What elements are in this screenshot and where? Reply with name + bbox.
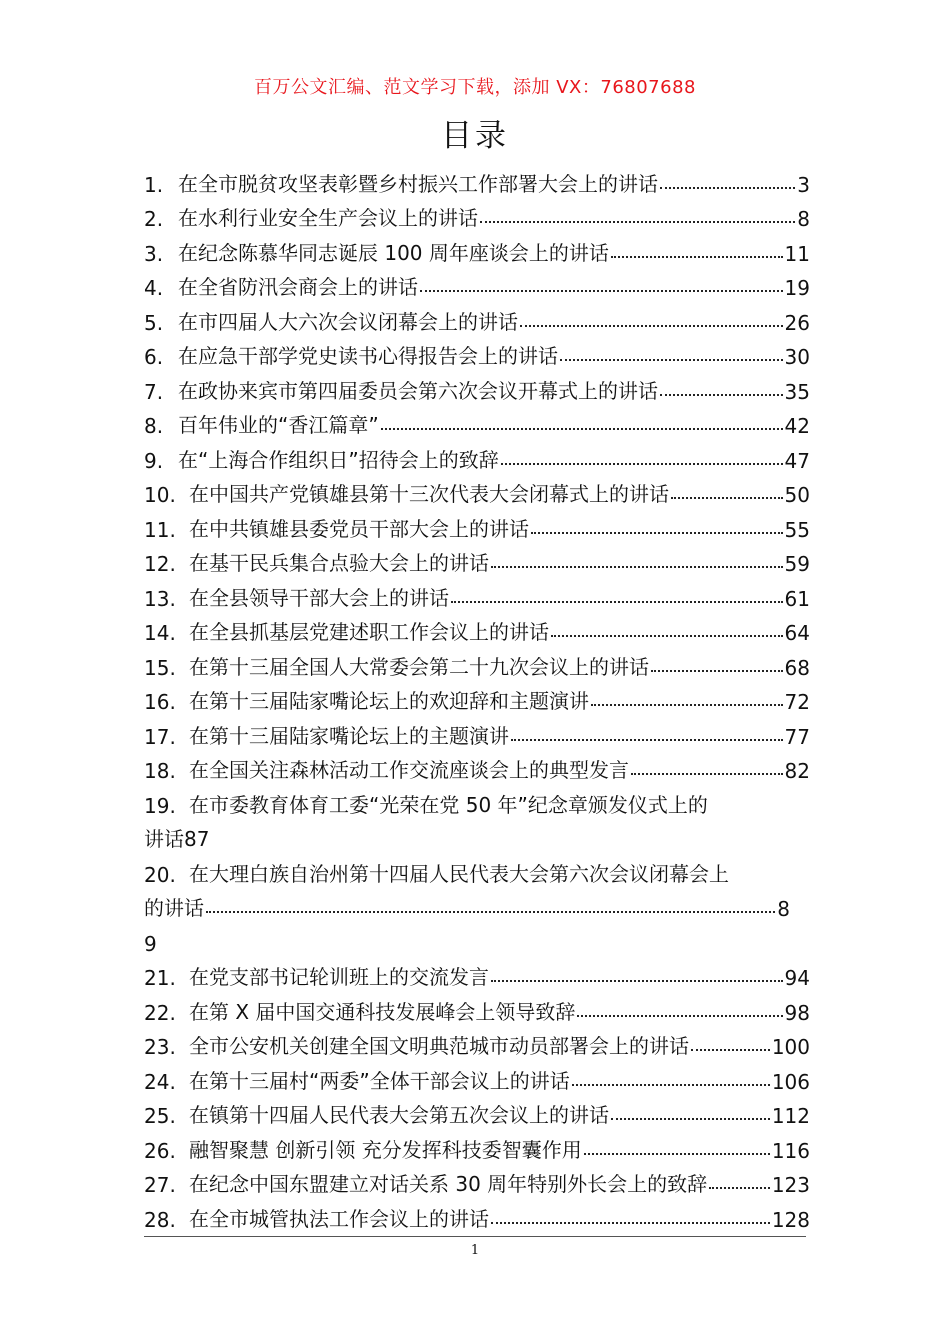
entry-number: 7. [144, 379, 164, 404]
dot-leader [501, 463, 783, 465]
toc-entry[interactable] [144, 576, 810, 611]
dot-leader [491, 566, 783, 568]
entry-page: 11 [784, 241, 810, 266]
entry-page: 59 [784, 552, 810, 576]
entry-number: 9. [144, 448, 164, 473]
entry-page: 30 [784, 345, 810, 369]
entry-title: 在第十三届全国人大常委会第二十九次会议上的讲话 [189, 654, 649, 679]
toc-entry[interactable] [144, 990, 810, 1025]
entry-page: 98 [784, 1000, 810, 1025]
dot-leader [520, 325, 783, 327]
entry-title: 在“上海合作组织日”招待会上的致辞 [178, 447, 499, 472]
dot-leader [420, 290, 783, 292]
toc-entry[interactable] [144, 300, 810, 335]
entry-page: 112 [771, 1104, 810, 1128]
entry-page: 128 [771, 1207, 810, 1232]
toc-entry[interactable] [144, 1025, 810, 1060]
toc-entry[interactable] [144, 162, 810, 197]
toc-entry[interactable] [144, 266, 810, 301]
dot-leader [691, 1049, 770, 1051]
entry-title: 在纪念陈慕华同志诞辰 100 周年座谈会上的讲话 [178, 240, 609, 265]
toc-entry[interactable] [144, 783, 810, 852]
toc-entry[interactable] [144, 645, 810, 680]
page-number: 1 [470, 1243, 480, 1258]
dot-leader [451, 601, 783, 603]
dot-leader [584, 1153, 770, 1155]
entry-title: 在基干民兵集合点验大会上的讲话 [189, 551, 489, 575]
toc-entry[interactable] [144, 404, 810, 439]
entry-title: 在纪念中国东盟建立对话关系 30 周年特别外长会上的致辞 [189, 1172, 708, 1196]
toc-entry[interactable] [144, 1059, 810, 1094]
entry-number: 28. [144, 1207, 176, 1232]
entry-number: 21. [144, 966, 176, 990]
entry-title: 在政协来宾市第四届委员会第六次会议开幕式上的讲话 [178, 378, 658, 403]
entry-page: 100 [771, 1035, 810, 1059]
dot-leader [671, 497, 783, 499]
dot-leader [611, 256, 783, 258]
entry-page: 68 [784, 655, 810, 680]
entry-number: 6. [144, 345, 164, 369]
entry-page: 116 [771, 1138, 810, 1163]
entry-page: 3 [797, 172, 810, 197]
entry-title: 在应急干部学党史读书心得报告会上的讲话 [178, 344, 558, 368]
entry-number: 13. [144, 586, 176, 611]
entry-number: 23. [144, 1035, 176, 1059]
entry-number: 8. [144, 414, 164, 438]
toc-entry[interactable] [144, 1094, 810, 1129]
dot-leader [531, 532, 783, 534]
dot-leader [206, 911, 775, 913]
dot-leader [381, 428, 783, 430]
entry-page: 106 [771, 1069, 810, 1094]
entry-page: 61 [784, 586, 810, 611]
entry-number: 27. [144, 1173, 176, 1197]
toc-entry[interactable] [144, 852, 810, 956]
entry-title: 在全国关注森林活动工作交流座谈会上的典型发言 [189, 758, 629, 782]
entry-number: 11. [144, 517, 176, 542]
dot-leader [651, 670, 783, 672]
entry-title: 在第十三届陆家嘴论坛上的主题演讲 [189, 723, 509, 748]
entry-title: 全市公安机关创建全国文明典范城市动员部署会上的讲话 [189, 1034, 689, 1058]
entry-title: 在全市城管执法工作会议上的讲话 [189, 1206, 489, 1231]
entry-title: 在第十三届村“两委”全体干部会议上的讲话 [189, 1068, 570, 1093]
dot-leader [551, 635, 783, 637]
entry-title: 在全市脱贫攻坚表彰暨乡村振兴工作部署大会上的讲话 [178, 171, 658, 196]
entry-number: 3. [144, 241, 164, 266]
entry-page: 19 [784, 276, 810, 300]
dot-leader [709, 1187, 770, 1189]
dot-leader [591, 704, 783, 706]
entry-number: 15. [144, 655, 176, 680]
entry-title-line2: 讲话87 [144, 827, 210, 851]
entry-title: 在中国共产党镇雄县第十三次代表大会闭幕式上的讲话 [189, 482, 669, 506]
toc-entry[interactable] [144, 680, 810, 715]
toc-entry[interactable] [144, 542, 810, 577]
entry-page: 42 [784, 414, 810, 438]
toc-entry[interactable] [144, 507, 810, 542]
entry-page: 77 [784, 724, 810, 749]
entry-title: 在水利行业安全生产会议上的讲话 [178, 206, 478, 230]
toc-entry[interactable] [144, 611, 810, 646]
entry-title: 在第 X 届中国交通科技发展峰会上领导致辞 [189, 999, 576, 1024]
toc-entry[interactable] [144, 231, 810, 266]
toc-entry[interactable] [144, 749, 810, 784]
entry-page: 8 [797, 207, 810, 231]
toc-entry[interactable] [144, 369, 810, 404]
entry-number: 26. [144, 1138, 176, 1163]
entry-title: 在第十三届陆家嘴论坛上的欢迎辞和主题演讲 [189, 689, 589, 713]
entry-number: 4. [144, 276, 164, 300]
entry-page: 72 [784, 690, 810, 714]
entry-title-line2: 的讲话 [144, 896, 204, 920]
entry-page: 50 [784, 483, 810, 507]
dot-leader [577, 1015, 782, 1017]
toc-entry[interactable] [144, 335, 810, 370]
entry-title-line1: 在市委教育体育工委“光荣在党 50 年”纪念章颁发仪式上的 [189, 792, 708, 817]
promo-header: 百万公文汇编、范文学习下载，添加 VX：76807688 [254, 77, 696, 98]
toc-entry[interactable] [144, 1163, 810, 1198]
entry-page: 123 [771, 1173, 810, 1197]
entry-page: 94 [784, 966, 810, 990]
entry-number: 1. [144, 172, 164, 197]
dot-leader [491, 1222, 770, 1224]
entry-page-overflow: 9 [144, 931, 157, 956]
entry-page: 26 [784, 310, 810, 335]
dot-leader [511, 739, 783, 741]
entry-number: 17. [144, 724, 176, 749]
entry-title: 在全县抓基层党建述职工作会议上的讲话 [189, 620, 549, 644]
toc-entry[interactable] [144, 197, 810, 232]
entry-title: 在镇第十四届人民代表大会第五次会议上的讲话 [189, 1103, 609, 1127]
entry-page: 8 [777, 897, 790, 921]
entry-page: 64 [784, 621, 810, 645]
toc-entry[interactable] [144, 956, 810, 991]
dot-leader [491, 980, 783, 982]
entry-number: 12. [144, 552, 176, 576]
entry-title: 在市四届人大六次会议闭幕会上的讲话 [178, 309, 518, 334]
entry-number: 20. [144, 862, 176, 887]
entry-number: 19. [144, 793, 176, 818]
dot-leader [631, 773, 783, 775]
entry-number: 16. [144, 690, 176, 714]
entry-number: 2. [144, 207, 164, 231]
entry-number: 18. [144, 759, 176, 783]
dot-leader [660, 394, 783, 396]
toc-entry[interactable] [144, 473, 810, 508]
dot-leader [660, 187, 795, 189]
entry-page: 55 [784, 517, 810, 542]
dot-leader [560, 359, 783, 361]
footer-divider [144, 1236, 806, 1237]
entry-title: 融智聚慧 创新引领 充分发挥科技委智囊作用 [189, 1137, 582, 1162]
entry-number: 14. [144, 621, 176, 645]
entry-number: 5. [144, 310, 164, 335]
entry-title: 在党支部书记轮训班上的交流发言 [189, 965, 489, 989]
entry-page: 47 [784, 448, 810, 473]
entry-title-line1: 在大理白族自治州第十四届人民代表大会第六次会议闭幕会上 [189, 861, 729, 886]
dot-leader [480, 221, 795, 223]
entry-number: 24. [144, 1069, 176, 1094]
toc-entry[interactable] [144, 438, 810, 473]
entry-title: 在中共镇雄县委党员干部大会上的讲话 [189, 516, 529, 541]
entry-title: 在全县领导干部大会上的讲话 [189, 585, 449, 610]
toc-entry[interactable] [144, 1128, 810, 1163]
entry-page: 82 [784, 759, 810, 783]
toc-title: 目录 [441, 118, 509, 154]
entry-number: 10. [144, 483, 176, 507]
entry-page: 35 [784, 379, 810, 404]
toc-list [144, 162, 810, 1232]
entry-number: 25. [144, 1104, 176, 1128]
toc-entry[interactable] [144, 714, 810, 749]
entry-title: 在全省防汛会商会上的讲话 [178, 275, 418, 299]
dot-leader [611, 1118, 770, 1120]
entry-number: 22. [144, 1000, 176, 1025]
entry-title: 百年伟业的“香江篇章” [178, 413, 379, 437]
dot-leader [572, 1084, 770, 1086]
toc-entry[interactable] [144, 1197, 810, 1232]
